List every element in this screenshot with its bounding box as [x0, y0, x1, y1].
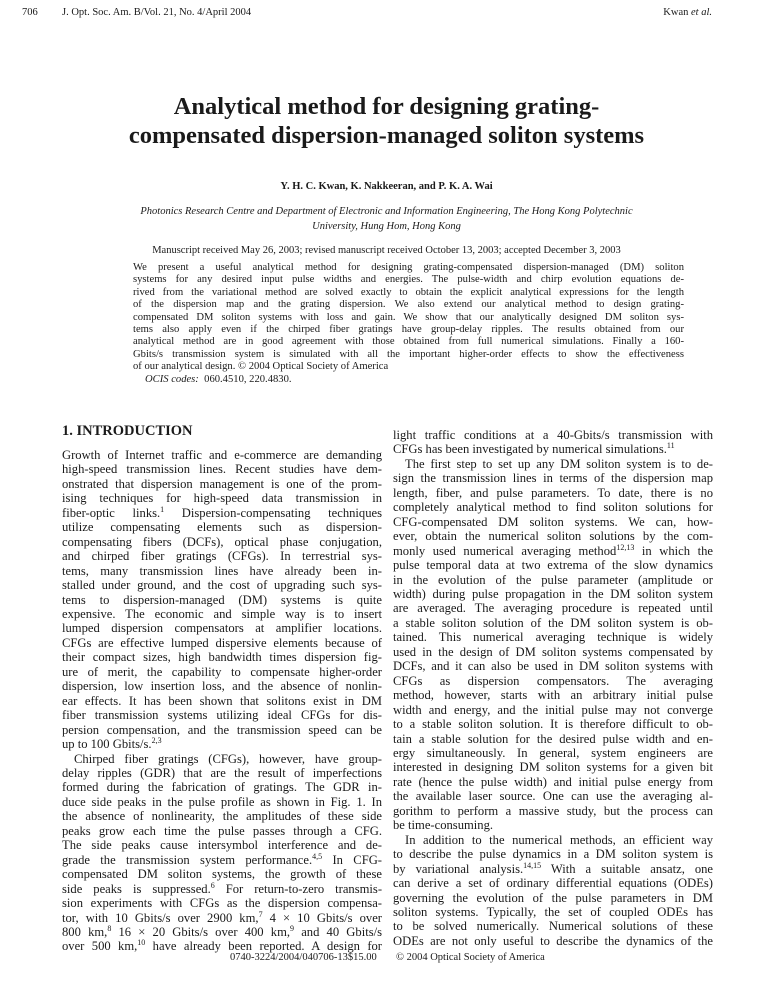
- running-author-name: Kwan: [663, 7, 689, 18]
- text-line: in the evolution of the pulse parameter (amplitude or: [393, 572, 713, 587]
- footer-code: 0740-3224/2004/040706-13$15.00: [230, 952, 377, 963]
- abstract-line: of the dispersion map and the grating dispersion. We also extend our analytical method to design grating-: [133, 299, 684, 311]
- text-line: their compact sizes, high bandwidth times dispersion fig-: [62, 650, 382, 665]
- ocis-codes: [133, 374, 684, 386]
- abstract-line: of our analytical design. © 2004 Optical Society of America: [133, 361, 389, 373]
- text-line: sion experiments with CFGs as the dispersion compensa-: [62, 896, 382, 911]
- text-line: high-speed transmission lines. Recent studies have dem-: [62, 462, 382, 477]
- abstract-line: rived from the variational method are solved exactly to obtain the explicit analytical expressions for the length: [133, 286, 684, 298]
- text-line: ure of merit, the capability to compensate higher-order: [62, 664, 382, 679]
- text-line: over 500 km,$^{10}$ have already been reported. A design for: [62, 938, 383, 954]
- text-line: to a stable soliton solution. It is therefore difficult to ob-: [393, 717, 713, 732]
- citation-superscript: 8: [107, 923, 112, 933]
- paragraph: [393, 833, 713, 949]
- abstract-body: [133, 262, 684, 374]
- abstract-line: tems also apply even if the chirped fiber gratings have group-delay ripples. The results obtained from our: [133, 324, 684, 336]
- citation-superscript: 11: [666, 441, 675, 451]
- text-line: stalled under ground, and the cost of upgrading such sys-: [62, 578, 382, 593]
- text-line: method, however, starts with an arbitrary initial pulse: [393, 688, 713, 703]
- text-line: be time-consuming.: [393, 818, 494, 833]
- text-line: pulse temporal data at two extrema of the slow dynamics: [393, 558, 713, 573]
- text-line: tained. This numerical averaging technique is widely: [393, 630, 713, 645]
- text-line: In addition to the numerical methods, an efficient way: [405, 832, 713, 847]
- text-line: light traffic conditions at a 40-Gbits/s transmission with: [393, 428, 713, 442]
- citation-superscript: 9: [290, 923, 295, 933]
- text-line: rate (hence the pulse width) and initial pulse energy from: [393, 774, 713, 789]
- text-line: CFGs are effective lumped dispersive elements because of: [62, 635, 382, 650]
- text-line: by variational analysis.$^{14,15}$ With a suitable ansatz, one: [393, 860, 714, 876]
- text-line: can derive a set of ordinary differential equations (ODEs): [393, 876, 713, 891]
- left-column: [62, 448, 382, 954]
- abstract-line: We present a useful analytical method for designing grating-compensated dispersion-managed (DM) soliton: [133, 262, 684, 273]
- affiliation-line: Photonics Research Centre and Department of Electronic and Information Engineering, The Hong Kong Polytechnic: [140, 206, 633, 217]
- citation-superscript: 4,5: [312, 851, 323, 861]
- text-line: completely analytical method to find soliton solutions for: [393, 500, 713, 515]
- abstract-line: systems for any desired input pulse widths and energies. The pulse-width and chirp evolution equations de-: [133, 274, 684, 286]
- abstract: [133, 262, 684, 386]
- text-line: to be solved numerically. Numerical solutions of these: [393, 919, 713, 934]
- text-line: tor, with 10 Gbits/s over 2900 km,$^7$ 4 × 10 Gbits/s over: [62, 909, 382, 925]
- text-line: up to 100 Gbits/s.$^{2,3}$: [62, 736, 162, 752]
- citation-superscript: 1: [160, 504, 165, 514]
- citation-superscript: 6: [210, 880, 215, 890]
- text-line: soliton systems. Typically, the set of coupled ODEs has: [393, 904, 713, 919]
- footer-copyright: © 2004 Optical Society of America: [396, 952, 545, 963]
- text-line: peaks grow each time the pulse passes through a CFG.: [62, 823, 382, 838]
- title-line: Analytical method for designing grating-: [173, 93, 600, 120]
- text-line: fiber-optic links.$^1$ Dispersion-compensating techniques: [62, 504, 382, 520]
- affiliation: [100, 204, 673, 234]
- paper-title: [0, 92, 773, 150]
- abstract-line: compensated DM soliton systems with loss and gain. We show that our analytically designed DM soliton sys-: [133, 311, 684, 323]
- text-line: tems, many transmission lines have already been in-: [62, 563, 382, 578]
- text-line: length, fiber, and pulse parameters. To date, there is no: [393, 485, 713, 500]
- running-author: [663, 7, 712, 18]
- text-line: used in the design of DM soliton systems compensated by: [393, 644, 713, 659]
- text-line: ergy simultaneously. In general, system engineers are: [393, 745, 713, 760]
- text-line: expensive. The economic and simple way is to insert: [62, 606, 382, 621]
- text-line: ear effects. It has been shown that solitons exist in DM: [62, 693, 382, 708]
- text-line: to describe the pulse dynamics in a DM soliton system is: [393, 847, 713, 862]
- text-line: lumped dispersion compensators at amplifier locations.: [62, 621, 382, 636]
- text-line: the available laser source. One can use the averaging al-: [393, 789, 713, 804]
- text-line: DCFs, and it can also be used in DM soliton systems with: [393, 659, 713, 674]
- text-line: duce side peaks in the pulse profile as shown in Fig. 1. In: [62, 794, 382, 809]
- text-line: CFGs has been investigated by numerical simulations.$^{11}$: [393, 441, 675, 457]
- text-line: The side peaks cause intersymbol interference and de-: [62, 838, 382, 853]
- text-line: ODEs are not only useful to describe the dynamics of the: [393, 933, 713, 948]
- ocis-value: 060.4510, 220.4830.: [204, 373, 292, 385]
- text-line: CFGs as dispersion compensators. The averaging: [393, 673, 713, 688]
- text-line: formed during the fabrication of gratings. The GDR in-: [62, 780, 382, 795]
- title-line: compensated dispersion-managed soliton systems: [128, 122, 645, 149]
- text-line: the absence of nonlinearity, the amplitudes of these side: [62, 809, 382, 824]
- text-line: width and energy, and the initial pulse may not converge: [393, 702, 713, 717]
- text-line: 800 km,$^8$ 16 × 20 Gbits/s over 400 km,$^9$ and 40 Gbits/s: [62, 923, 383, 939]
- text-line: Growth of Internet traffic and e-commerce are demanding: [62, 448, 382, 462]
- authors: Y. H. C. Kwan, K. Nakkeeran, and P. K. A. Wai: [280, 181, 493, 192]
- right-column: [393, 428, 713, 948]
- citation-superscript: 12,13: [616, 542, 635, 552]
- text-line: onstrated that dispersion management is one of the prom-: [62, 476, 382, 491]
- text-line: are averaged. The averaging procedure is repeated until: [393, 601, 713, 616]
- text-line: delay ripples (GDR) that are the result of imperfections: [62, 765, 382, 780]
- text-line: compensated DM soliton systems, the growth of these: [62, 867, 382, 882]
- text-line: persion compensation, and the transmission speed can be: [62, 722, 382, 737]
- text-line: grade the transmission system performance.$^{4,5}$ In CFG-: [62, 851, 383, 867]
- text-line: ising techniques for high-speed data transmission in: [62, 491, 382, 506]
- text-line: utilize compensating elements such as dispersion-: [62, 520, 382, 535]
- section-heading: 1. INTRODUCTION: [62, 423, 193, 439]
- text-line: gorithm to perform a massive study, but the process can: [393, 803, 713, 818]
- running-author-suffix: et al.: [691, 7, 712, 18]
- text-line: width) during pulse propagation in the DM soliton system: [393, 586, 713, 601]
- citation-superscript: 7: [258, 909, 263, 919]
- text-line: CFG-compensated DM soliton systems. We can, how-: [393, 514, 713, 529]
- paragraph: [393, 457, 713, 833]
- ocis-label: OCIS codes:: [145, 373, 199, 385]
- citation-superscript: 2,3: [151, 736, 162, 746]
- page-number: 706: [22, 7, 38, 18]
- text-line: interested in designing DM soliton systems for a given bit: [393, 760, 713, 775]
- text-line: ever, obtain the numerical soliton solutions by the com-: [393, 529, 713, 544]
- paragraph: [62, 448, 382, 752]
- paragraph: [62, 752, 382, 954]
- paragraph: [393, 428, 713, 457]
- text-line: Chirped fiber gratings (CFGs), however, have group-: [74, 751, 382, 766]
- text-line: sign the transmission lines in terms of the dispersion map: [393, 471, 713, 486]
- text-line: a stable soliton solution of the DM soliton system is ob-: [393, 615, 713, 630]
- text-line: governing the evolution of the pulse parameters in DM: [393, 890, 713, 905]
- text-line: and chirped fiber gratings (CFGs). In terrestrial sys-: [62, 549, 382, 564]
- text-line: monly used numerical averaging method$^{12,13}$ in which the: [393, 542, 713, 558]
- text-line: tain a stable solution for the desired pulse width and en-: [393, 731, 713, 746]
- abstract-line: analytical method are in good agreement with those obtained from full numerical simulations. Finally a 160-: [133, 336, 684, 348]
- affiliation-line: University, Hung Hom, Hong Kong: [312, 221, 461, 232]
- text-line: fiber transmission systems utilizing ideal CFGs for dis-: [62, 708, 382, 723]
- text-line: The first step to set up any DM soliton system is to de-: [405, 456, 713, 471]
- citation-superscript: 10: [137, 938, 146, 948]
- citation-superscript: 14,15: [523, 860, 542, 870]
- journal-citation: J. Opt. Soc. Am. B/Vol. 21, No. 4/April 2004: [62, 7, 252, 18]
- manuscript-dates: Manuscript received May 26, 2003; revised manuscript received October 13, 2003; accepted December 3, 2003: [152, 245, 621, 256]
- abstract-line: Gbits/s transmission system is simulated with all the important higher-order effects to show the effectiveness: [133, 348, 684, 360]
- text-line: tems to dispersion-managed (DM) systems is quite: [62, 592, 382, 607]
- text-line: side peaks is suppressed.$^6$ For return-to-zero transmis-: [62, 880, 383, 896]
- text-line: dispersion, low insertion loss, and the absence of nonlin-: [62, 679, 382, 694]
- text-line: compensating fibers (DCFs), optical phase conjugation,: [62, 534, 382, 549]
